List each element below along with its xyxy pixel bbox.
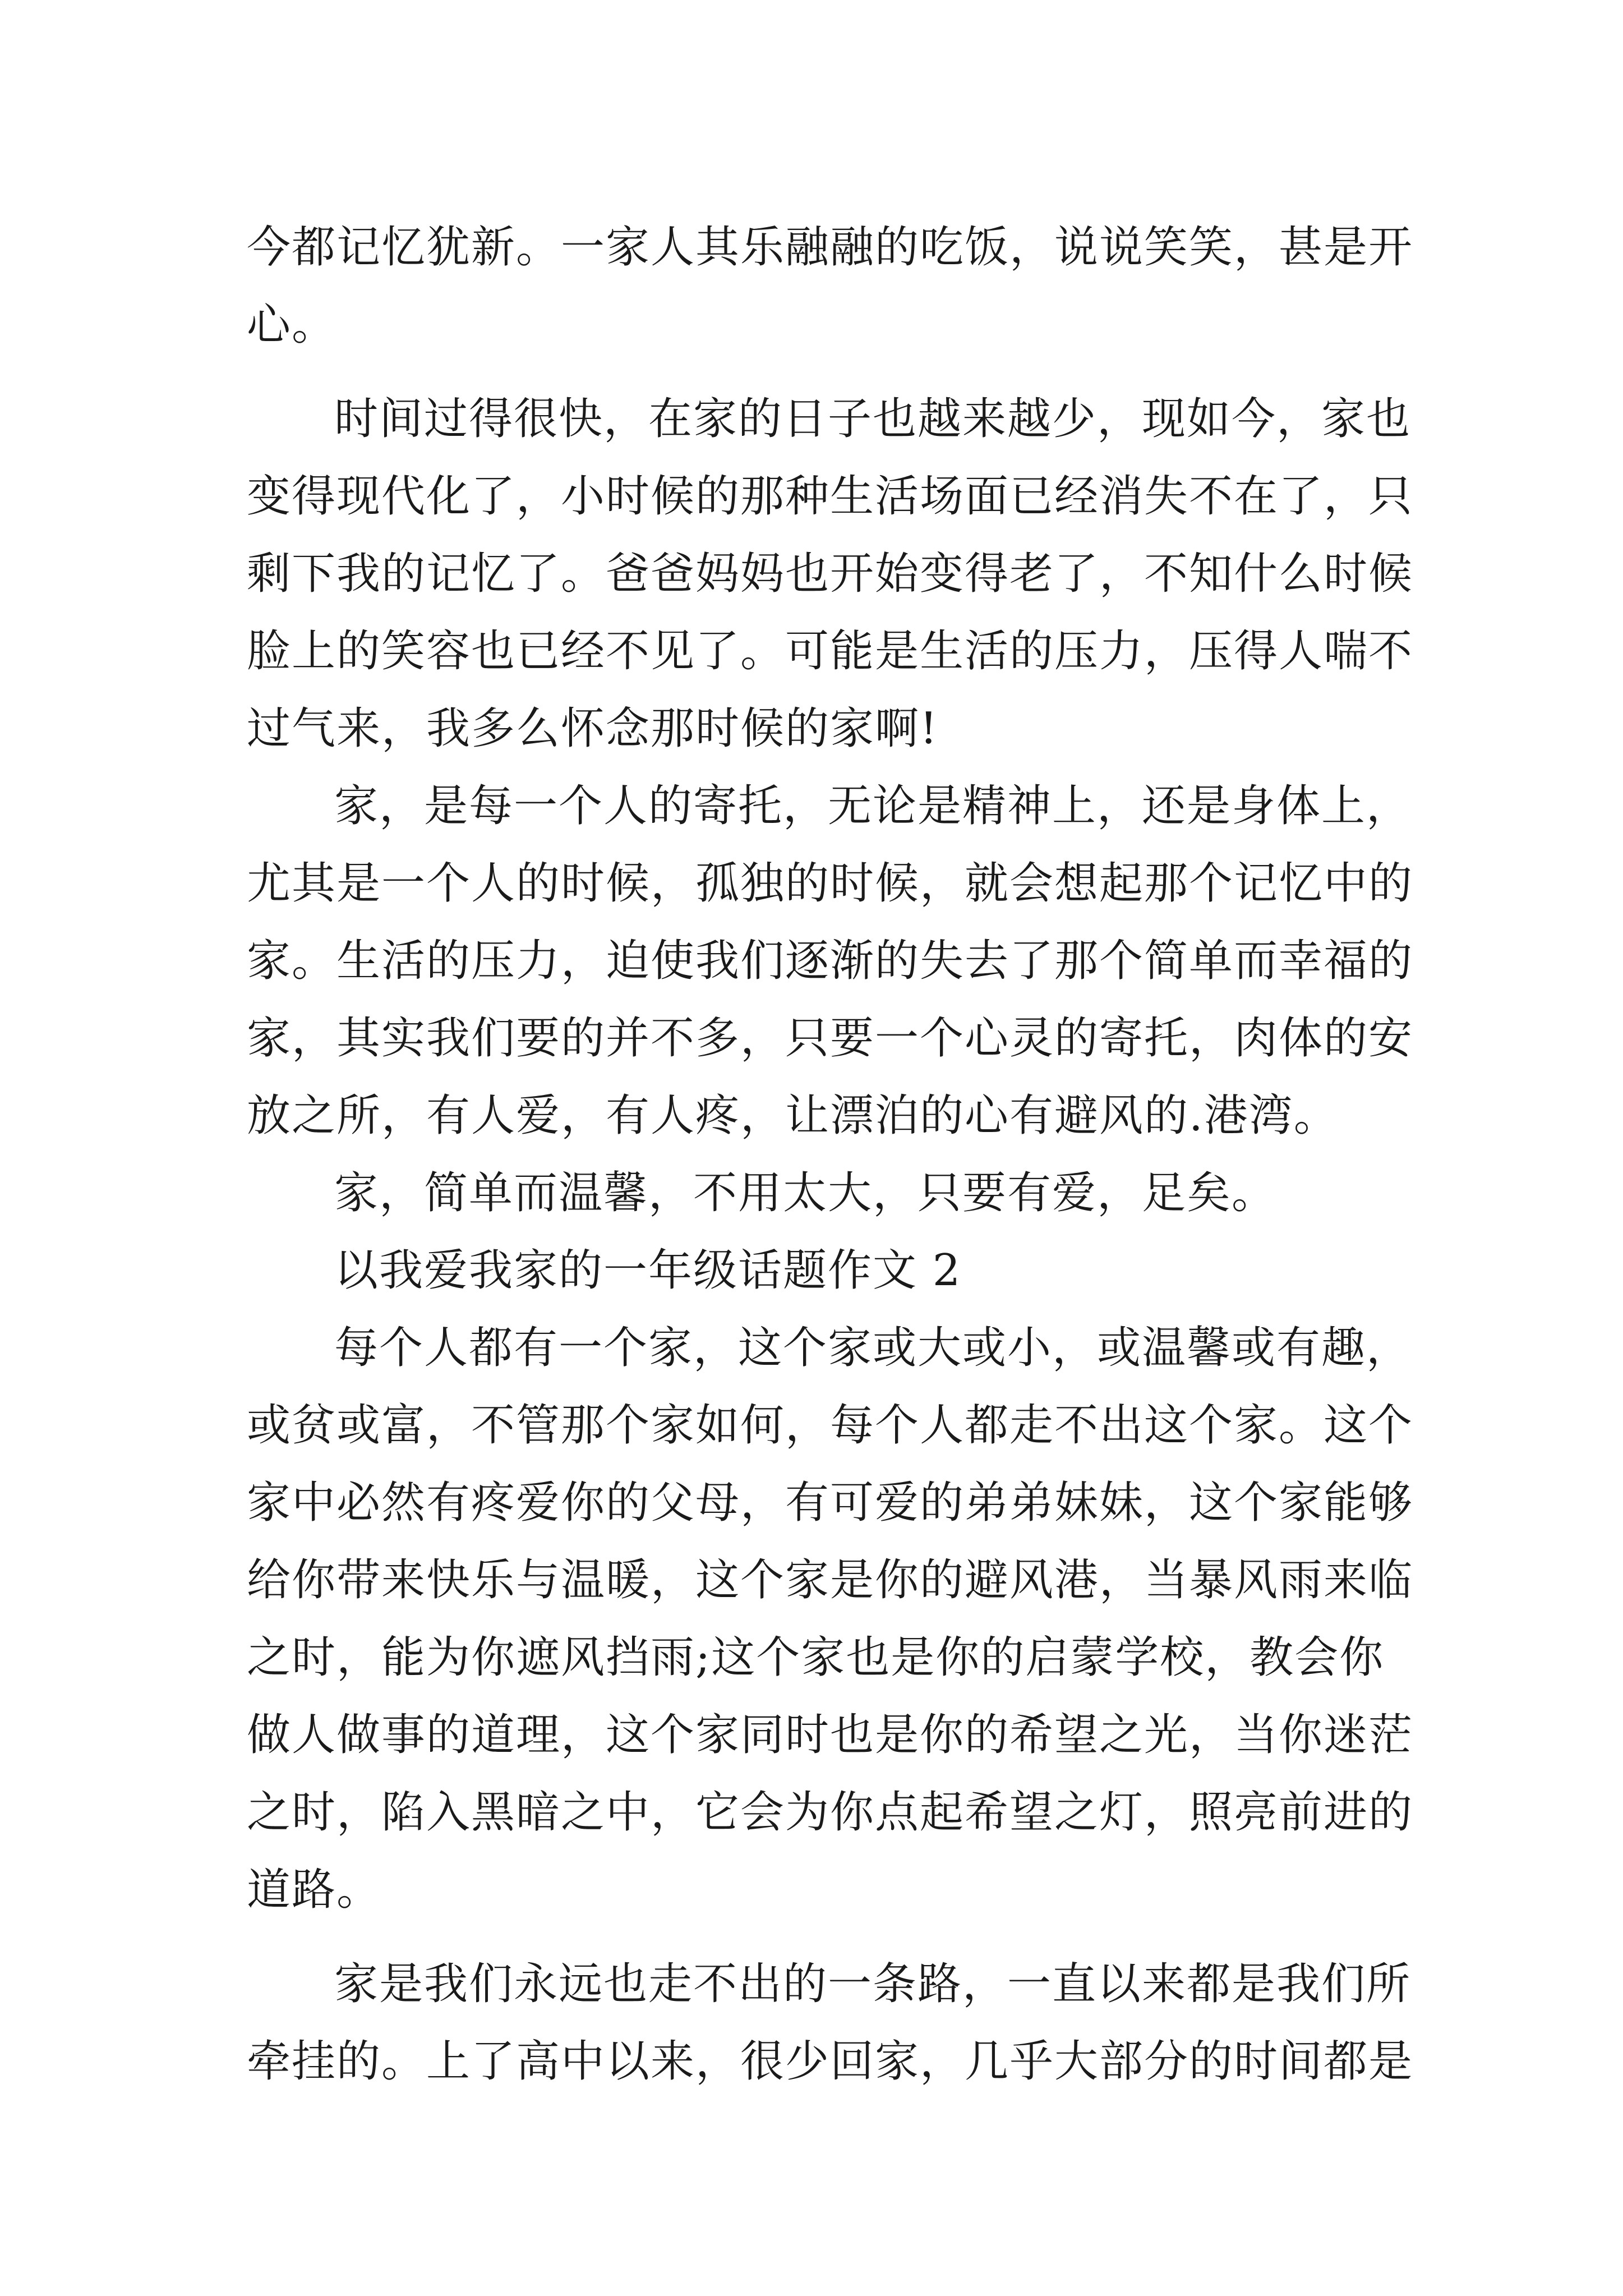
essay-body — [247, 209, 1414, 2100]
text-line: 今都记忆犹新。一家人其乐融融的吃饭，说说笑笑，甚是开 — [247, 222, 1414, 273]
paragraph-start: 家，简单而温馨，不用太大，只要有爱，足矣。 — [334, 1168, 1277, 1218]
text-line: 过气来，我多么怀念那时候的家啊! — [247, 703, 939, 754]
text-line: 家中必然有疼爱你的父母，有可爱的弟弟妹妹，这个家能够 — [247, 1478, 1414, 1528]
text-line: 道路。 — [247, 1865, 382, 1915]
text-line: 尤其是一个人的时候，孤独的时候，就会想起那个记忆中的 — [247, 858, 1414, 909]
text-line: 给你带来快乐与温暖，这个家是你的避风港，当暴风雨来临 — [247, 1555, 1414, 1605]
text-line: 剩下我的记忆了。爸爸妈妈也开始变得老了，不知什么时候 — [247, 549, 1414, 599]
essay-heading: 以我爱我家的一年级话题作文 2 — [334, 1245, 962, 1296]
text-line: 变得现代化了，小时候的那种生活场面已经消失不在了，只 — [247, 471, 1414, 522]
text-line: 做人做事的道理，这个家同时也是你的希望之光，当你迷茫 — [247, 1710, 1414, 1760]
text-line: 之时，能为你遮风挡雨;这个家也是你的启蒙学校，教会你 — [247, 1632, 1385, 1683]
paragraph-start: 家，是每一个人的寄托，无论是精神上，还是身体上， — [334, 781, 1412, 831]
text-line: 家。生活的压力，迫使我们逐渐的失去了那个简单而幸福的 — [247, 936, 1414, 986]
text-line: 心。 — [247, 300, 337, 350]
text-line: 或贫或富，不管那个家如何，每个人都走不出这个家。这个 — [247, 1400, 1414, 1451]
paragraph-start: 每个人都有一个家，这个家或大或小，或温馨或有趣， — [334, 1323, 1412, 1373]
text-line: 放之所，有人爱，有人疼，让漂泊的心有避风的.港湾。 — [247, 1091, 1339, 1141]
text-line: 之时，陷入黑暗之中，它会为你点起希望之灯，照亮前进的 — [247, 1787, 1414, 1838]
text-line: 脸上的笑容也已经不见了。可能是生活的压力，压得人喘不 — [247, 626, 1414, 677]
paragraph-start: 时间过得很快，在家的日子也越来越少，现如今，家也 — [334, 394, 1412, 444]
text-line: 牵挂的。上了高中以来，很少回家，几乎大部分的时间都是 — [247, 2036, 1414, 2087]
paragraph-start: 家是我们永远也走不出的一条路，一直以来都是我们所 — [334, 1959, 1412, 2009]
text-line: 家，其实我们要的并不多，只要一个心灵的寄托，肉体的安 — [247, 1013, 1414, 1064]
